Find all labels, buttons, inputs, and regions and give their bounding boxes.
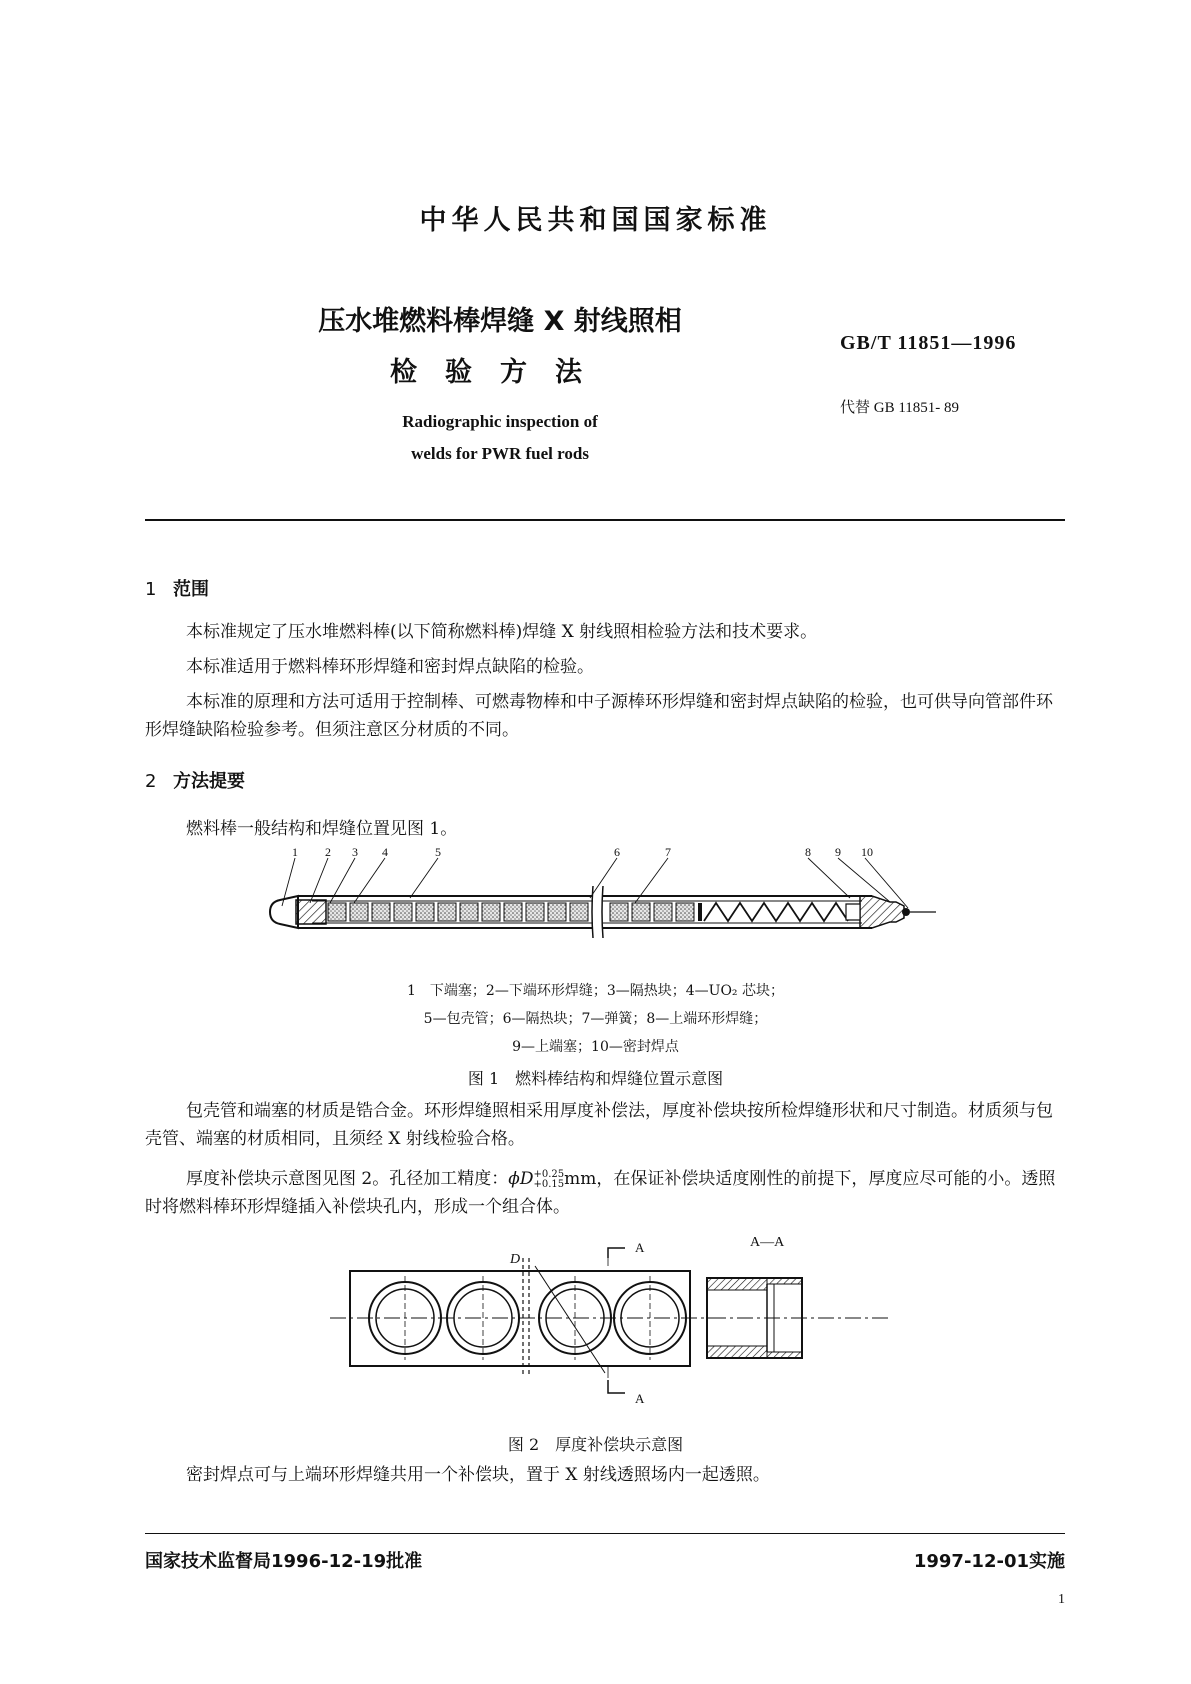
uo2-pellet-stack (328, 903, 694, 921)
fig1-label-8: 8 (805, 848, 811, 859)
effective-date: 1997-12-01实施 (913, 1551, 1065, 1572)
section-1-paragraph-1: 本标准规定了压水堆燃料棒(以下简称燃料棒)焊缝 X 射线照相检验方法和技术要求。 (186, 622, 818, 642)
section-2-number: 2 (145, 771, 157, 792)
section-2-title: 方法提要 (173, 771, 245, 792)
top-plug-shank (846, 904, 860, 920)
fig1-label-2: 2 (325, 848, 331, 859)
top-end-plug (860, 896, 904, 928)
figure-1-legend-line-3: 9—上端塞；10—密封焊点 (512, 1039, 679, 1055)
section-arrow-top (608, 1248, 625, 1258)
bottom-end-plug-tip (270, 896, 298, 928)
section-1-paragraph-2: 本标准适用于燃料棒环形焊缝和密封焊点缺陷的检验。 (186, 657, 594, 677)
tolerance-lower: +0.15 (533, 1178, 565, 1190)
fig1-label-1: 1 (292, 848, 298, 859)
page-number: 1 (1058, 1592, 1065, 1607)
fig1-label-5: 5 (435, 848, 441, 859)
approval-date: 国家技术监督局1996-12-19批准 (145, 1551, 423, 1572)
plenum-spring (704, 903, 848, 921)
english-title-line-1: Radiographic inspection of (402, 412, 598, 431)
header-divider (145, 519, 1065, 521)
section-2-paragraph-3 (145, 1165, 1065, 1221)
phi-d-symbol: ϕD (508, 1169, 534, 1189)
figure-1-legend-line-2: 5—包壳管；6—隔热块；7—弹簧；8—上端环形焊缝； (423, 1011, 768, 1027)
fig1-label-4: 4 (382, 848, 388, 859)
section-2-paragraph-1: 燃料棒一般结构和焊缝位置见图 1。 (186, 819, 458, 839)
fig1-label-10: 10 (861, 848, 873, 859)
section-2-paragraph-2: 包壳管和端塞的材质是锆合金。环形焊缝照相采用厚度补偿法，厚度补偿块按所检焊缝形状和尺寸制造。材质须与包壳管、端塞的材质相同，且须经 X 射线检验合格。 (145, 1101, 1053, 1149)
fig1-label-3: 3 (352, 848, 358, 859)
title-line-1: 压水堆燃料棒焊缝 X 射线照相 (318, 306, 682, 337)
figure-2-compensation-block-diagram (330, 1228, 890, 1418)
diameter-label: D (510, 1252, 521, 1267)
replaces-note: 代替 GB 11851- 89 (840, 400, 960, 416)
fig1-label-6: 6 (614, 848, 620, 859)
section-1-title: 范围 (173, 579, 209, 600)
paragraph-3-text-b: mm，在保证补偿块适度刚性的前提下，厚度应尽可能的小。透照时将燃料棒环形焊缝插入补偿块孔内，形成一个组合体。 (145, 1169, 1056, 1217)
figure-1-caption: 图 1 燃料棒结构和焊缝位置示意图 (467, 1069, 724, 1088)
figure-1-legend-line-1: 1 下端塞；2—下端环形焊缝；3—隔热块；4—UO₂ 芯块； (407, 983, 784, 999)
tolerance-upper: +0.25 (533, 1168, 565, 1180)
standard-code: GB/T 11851—1996 (840, 332, 1017, 354)
section-2-paragraph-4: 密封焊点可与上端环形焊缝共用一个补偿块，置于 X 射线透照场内一起透照。 (186, 1465, 770, 1485)
section-2-heading (145, 767, 245, 793)
section-1-number: 1 (145, 579, 157, 600)
block-break-lines (523, 1258, 529, 1376)
title-line-2: 检验方法 (390, 357, 610, 388)
tolerance-stack (533, 1170, 564, 1190)
figure-1-fuel-rod-diagram (260, 848, 940, 948)
section-view-label: A—A (750, 1235, 785, 1250)
footer-divider (145, 1533, 1065, 1534)
section-a-bottom-label: A (635, 1391, 645, 1406)
paragraph-3-text-a: 厚度补偿块示意图见图 2。孔径加工精度： (186, 1169, 509, 1189)
seal-weld-point (902, 908, 910, 916)
english-title-line-2: welds for PWR fuel rods (411, 444, 589, 463)
section-arrow-bottom (608, 1380, 625, 1393)
section-1-paragraph-3: 本标准的原理和方法可适用于控制棒、可燃毒物棒和中子源棒环形焊缝和密封焊点缺陷的检验，也可供导向管部件环形焊缝缺陷检验参考。但须注意区分材质的不同。 (145, 692, 1053, 740)
section-1-heading (145, 575, 209, 601)
upper-insulator (698, 903, 702, 921)
bottom-end-plug (296, 900, 326, 924)
section-a-top-label: A (635, 1240, 645, 1255)
figure-2-caption: 图 2 厚度补偿块示意图 (507, 1435, 684, 1454)
fig1-label-7: 7 (665, 848, 671, 859)
fig1-label-9: 9 (835, 848, 841, 859)
national-standard-heading: 中华人民共和国国家标准 (419, 205, 772, 236)
